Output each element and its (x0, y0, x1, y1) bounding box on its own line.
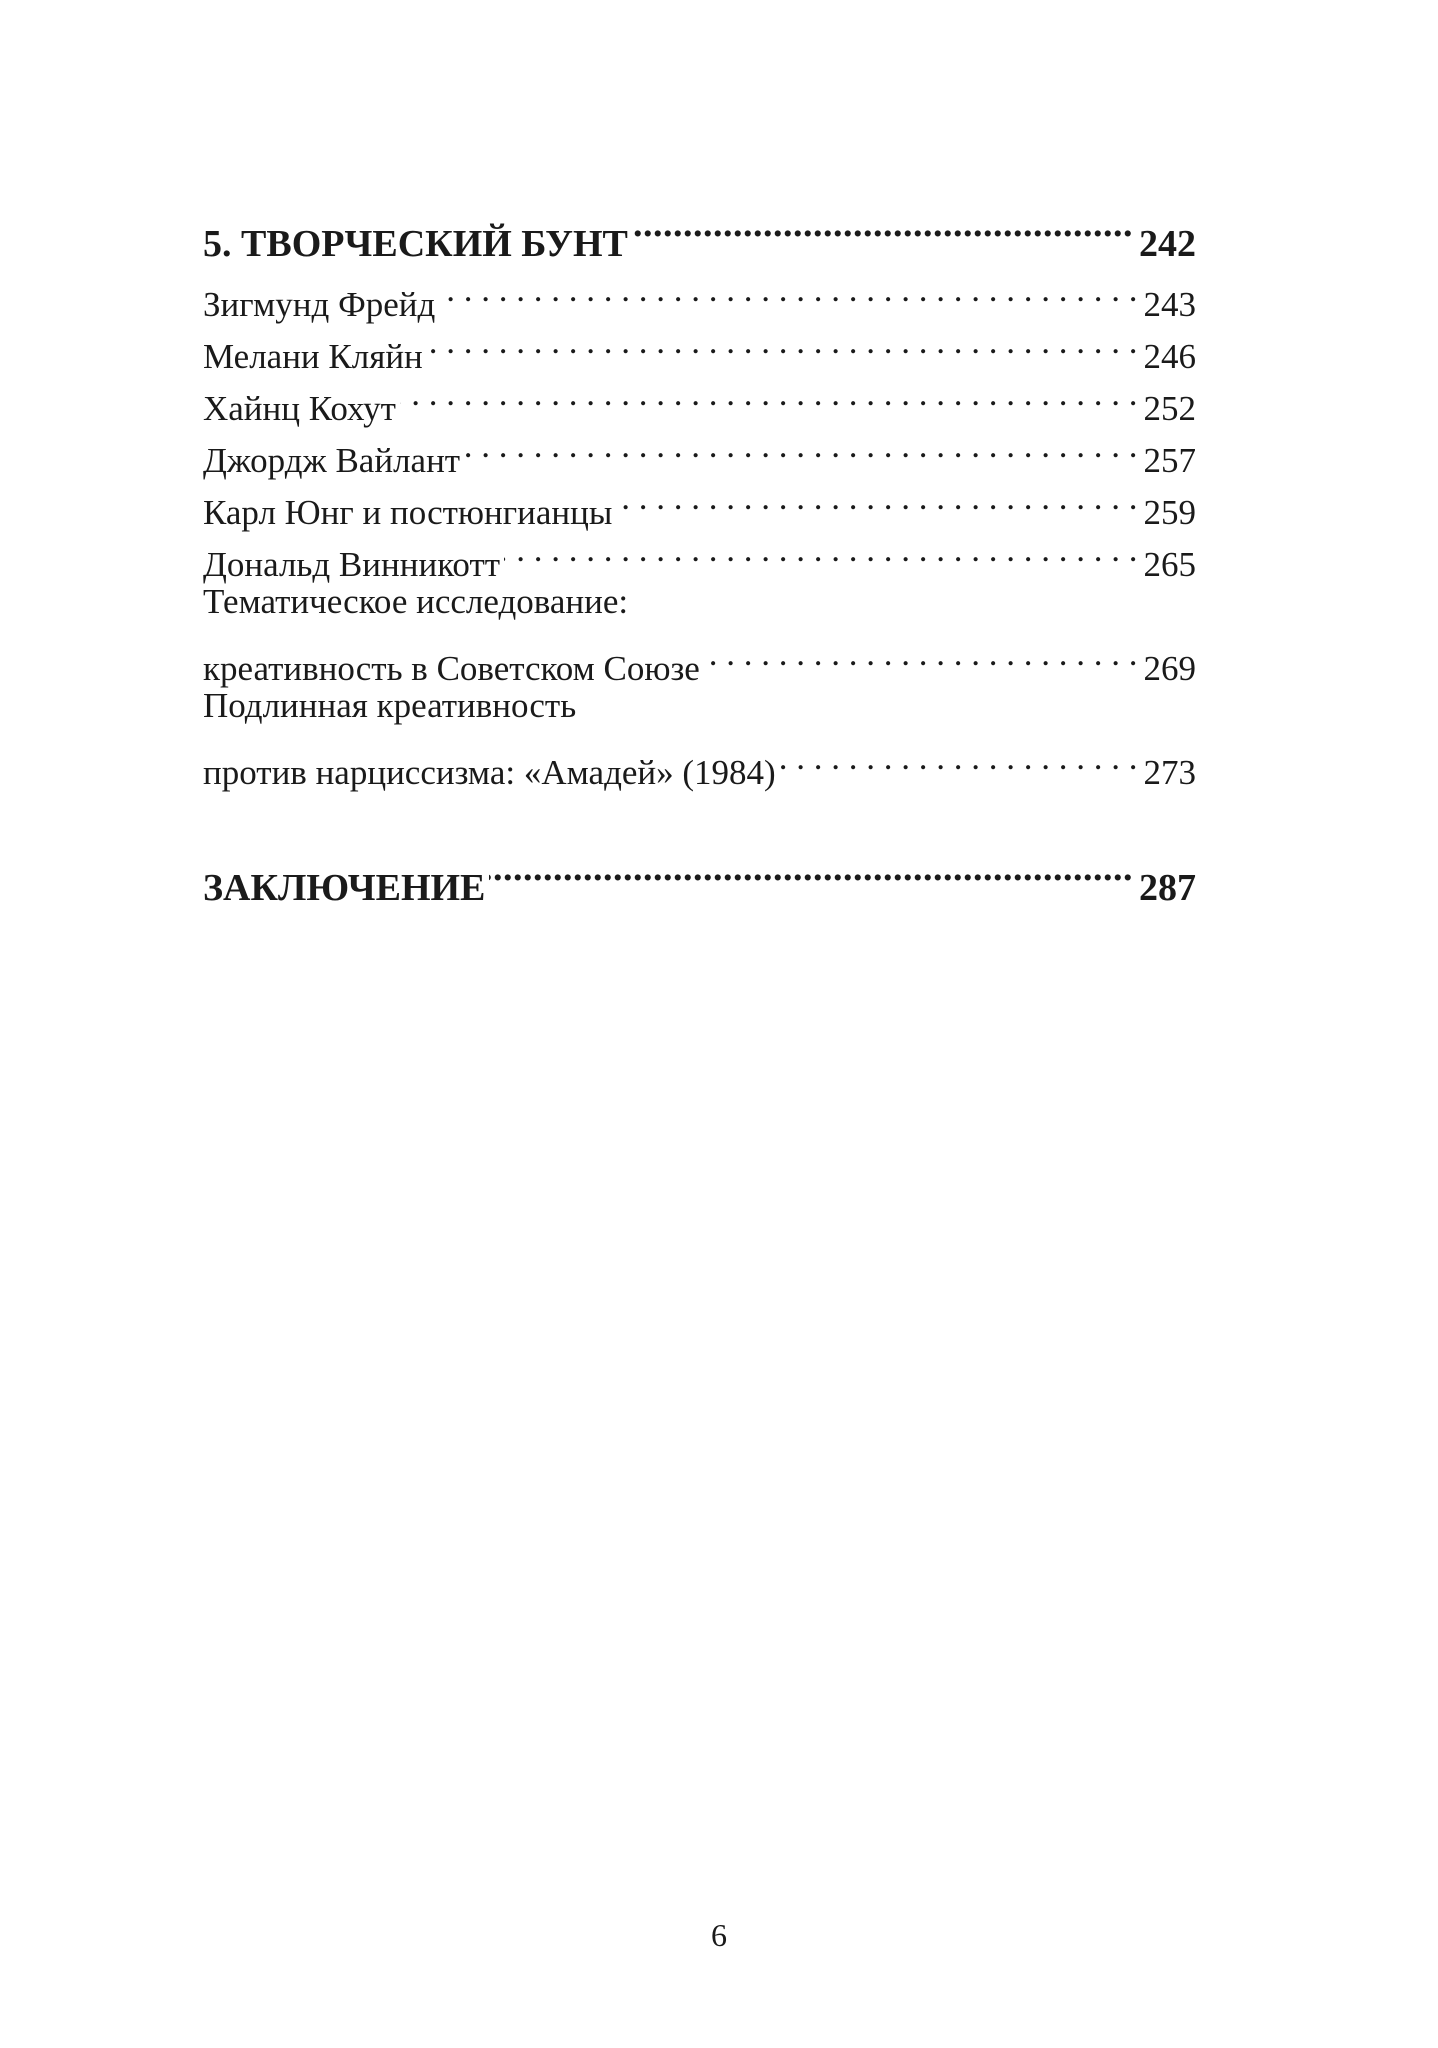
chapter-page-number: 242 (1139, 223, 1196, 265)
entry-title: Мелани Кляйн (203, 337, 423, 376)
dot-leader (704, 628, 1138, 680)
entry-title: Зигмунд Фрейд (203, 285, 436, 324)
entry-page-number: 243 (1143, 285, 1196, 324)
dot-leader (616, 472, 1137, 524)
toc-chapter-5 (203, 192, 1196, 265)
dot-leader (504, 524, 1137, 576)
amadeus-title-line-2: против нарциссизма: «Амадей» (1984) (203, 753, 776, 792)
chapter-title: 5. ТВОРЧЕСКИЙ БУНТ (203, 223, 628, 265)
entry-title: Дональд Винникотт (203, 545, 501, 584)
entry-page-number: 269 (1143, 649, 1196, 688)
entry-page-number: 257 (1143, 441, 1196, 480)
entry-title: Джордж Вайлант (203, 441, 461, 480)
toc-entry-case-study (203, 628, 1196, 688)
dot-leader (489, 836, 1133, 900)
entry-page-number: 265 (1143, 545, 1196, 584)
chapter-title: ЗАКЛЮЧЕНИЕ (203, 867, 486, 909)
entry-page-number: 252 (1143, 389, 1196, 428)
dot-leader (464, 420, 1137, 472)
case-study-title-line-2: креативность в Советском Союзе (203, 649, 700, 688)
dot-leader (400, 368, 1138, 420)
dot-leader (439, 264, 1137, 316)
table-of-contents (203, 192, 1196, 909)
amadeus-title-line-1: Подлинная креативность (203, 686, 577, 725)
entry-page-number: 246 (1143, 337, 1196, 376)
toc-entry-amadeus (203, 732, 1196, 792)
entry-page-number: 259 (1143, 493, 1196, 532)
page-number: 6 (711, 1917, 727, 1953)
entry-page-number: 273 (1143, 753, 1196, 792)
dot-leader (427, 316, 1138, 368)
dot-leader (632, 192, 1133, 256)
dot-leader (780, 732, 1138, 784)
toc-conclusion (203, 836, 1196, 909)
entry-title: Карл Юнг и постюнгианцы (203, 493, 613, 532)
case-study-title-line-1: Тематическое исследование: (203, 582, 629, 621)
chapter-page-number: 287 (1139, 867, 1196, 909)
entry-title: Хайнц Кохут (203, 389, 396, 428)
